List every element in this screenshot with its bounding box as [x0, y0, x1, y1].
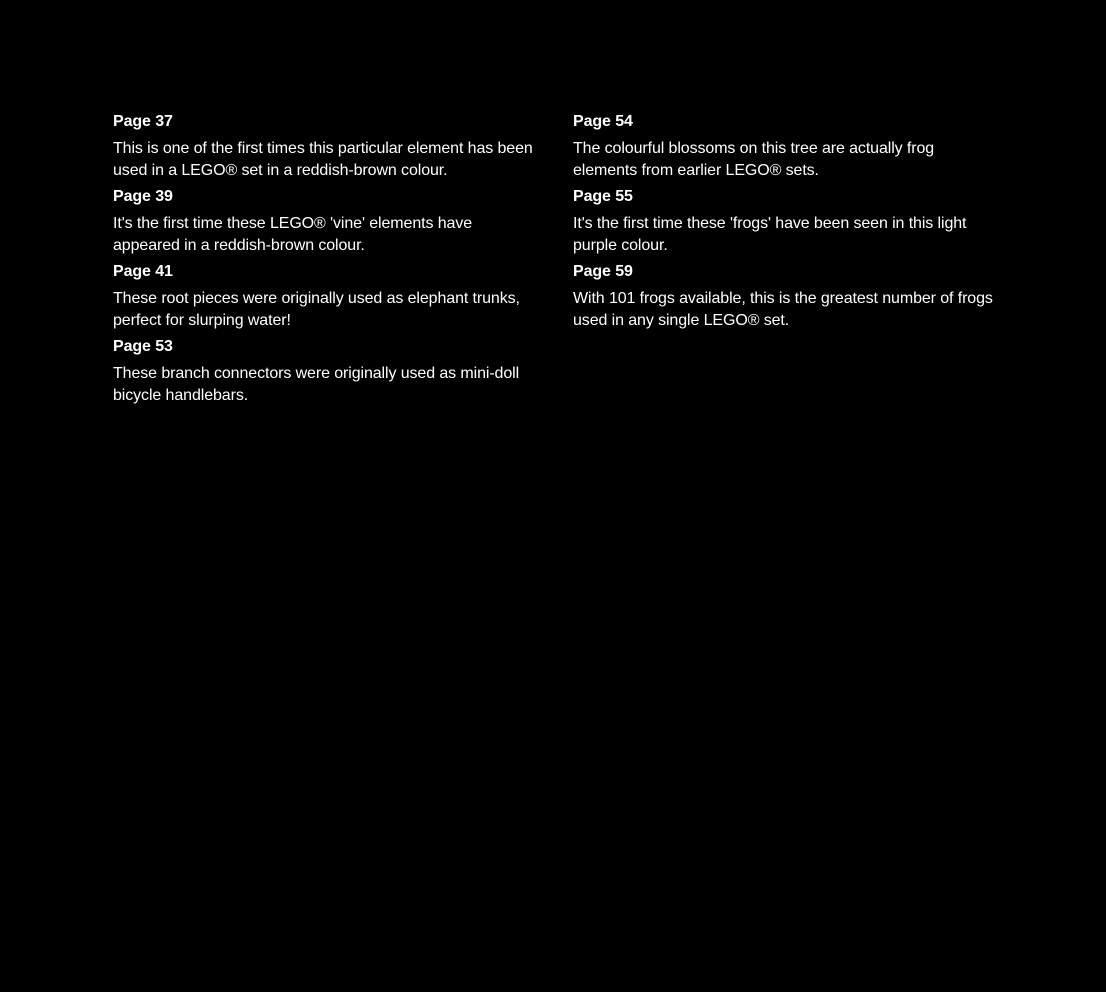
page-reference-heading: Page 59	[573, 263, 633, 280]
page-reference-heading: Page 54	[573, 113, 633, 130]
fact-entry	[113, 262, 533, 332]
fact-entry	[573, 187, 993, 257]
fact-text: With 101 frogs available, this is the greatest number of frogs used in any single LEGO® set.	[573, 290, 993, 329]
fact-entry	[573, 112, 993, 182]
page-reference-heading: Page 39	[113, 188, 173, 205]
page-reference-heading: Page 55	[573, 188, 633, 205]
fact-entry	[113, 337, 533, 407]
fact-text: It's the first time these LEGO® 'vine' elements have appeared in a reddish-brown colour.	[113, 215, 473, 254]
right-column	[573, 112, 993, 337]
fact-text: It's the first time these 'frogs' have been seen in this light purple colour.	[573, 215, 967, 254]
fact-text: The colourful blossoms on this tree are actually frog elements from earlier LEGO® sets.	[573, 140, 935, 179]
left-column	[113, 112, 533, 412]
page-reference-heading: Page 53	[113, 338, 173, 355]
fact-entry	[573, 262, 993, 332]
fact-text: This is one of the first times this particular element has been used in a LEGO® set in a reddish-brown colour.	[113, 140, 533, 179]
page-reference-heading: Page 37	[113, 113, 173, 130]
fact-entry	[113, 187, 533, 257]
page-reference-heading: Page 41	[113, 263, 173, 280]
fact-text: These branch connectors were originally used as mini-doll bicycle handlebars.	[113, 365, 520, 404]
fact-entry	[113, 112, 533, 182]
fact-text: These root pieces were originally used as elephant trunks, perfect for slurping water!	[113, 290, 520, 329]
